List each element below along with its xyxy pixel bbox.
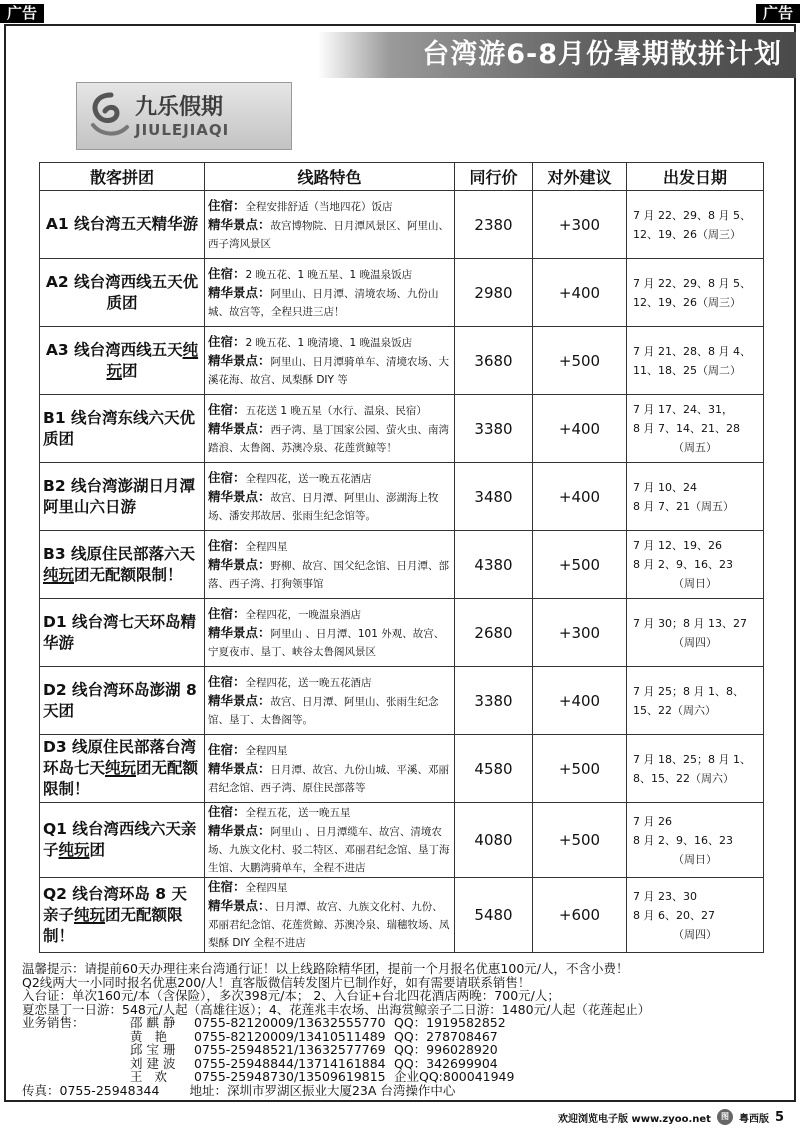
- trade-price: 3380: [455, 667, 533, 735]
- col-header-suggested: 对外建议: [533, 163, 627, 191]
- suggested-markup: +300: [533, 191, 627, 259]
- departure-dates: [627, 878, 764, 953]
- sales-row: [22, 1016, 514, 1030]
- stay-label: 住宿：: [208, 333, 246, 349]
- sales-contacts: [22, 1016, 514, 1084]
- weekday-note: （周日）: [673, 852, 717, 866]
- weekday-note: （周四）: [673, 927, 717, 941]
- sales-qq: 企业QQ:800041949: [394, 1069, 515, 1085]
- date-line: 7 月 10、24: [633, 480, 697, 494]
- route-features: [205, 463, 455, 531]
- route-features: [205, 327, 455, 395]
- suggested-markup: +500: [533, 803, 627, 878]
- route-name: [40, 395, 205, 463]
- sales-name: 黄 艳: [130, 1028, 171, 1044]
- address: 地址：深圳市罗湖区振业大厦23A 台湾操作中心: [189, 1083, 456, 1098]
- sales-name: 邵麒静: [130, 1015, 180, 1030]
- sights-label: 精华景点：: [208, 898, 265, 913]
- page-title: 台湾游6-8月份暑期散拼计划: [422, 39, 782, 70]
- route-name: [40, 667, 205, 735]
- trade-price: 3380: [455, 395, 533, 463]
- stay-text: 全程安排舒适（当地四花）饭店: [245, 200, 393, 213]
- departure-dates: [627, 463, 764, 531]
- suggested-markup: +500: [533, 327, 627, 395]
- date-line: 7 月 12、19、26: [633, 539, 722, 552]
- sights-text: 、日月潭、故宫、九族文化村、九份、邓丽君纪念馆、花莲赏鲸、苏澳冷泉、瑞穗牧场、凤梨酥 DIY 全程不进店: [208, 901, 450, 949]
- ad-label-left: 广告: [0, 4, 44, 23]
- sales-qq: QQ：996028920: [394, 1042, 498, 1058]
- suggested-markup: +500: [533, 735, 627, 803]
- sales-qq: QQ：278708467: [394, 1028, 498, 1044]
- sights-text: 日月潭、故宫、九份山城、平溪、邓丽君纪念馆、西子湾、原住民部落等: [208, 763, 450, 794]
- sights-text: 故宫、日月潭、阿里山、澎湖海上牧场、潘安邦故居、张雨生纪念馆等。: [208, 491, 439, 522]
- stay-text: 五花送 1 晚五星（水行、温泉、民宿）: [245, 404, 427, 417]
- table-row: [40, 878, 764, 953]
- date-line: 8 月 6、20、27: [633, 908, 715, 922]
- table-row: [40, 735, 764, 803]
- col-header-group: 散客拼团: [40, 163, 205, 191]
- stay-text: 2 晚五花、1 晚五星、1 晚温泉饭店: [245, 268, 413, 281]
- sights-label: 精华景点：: [208, 760, 271, 776]
- table-row: [40, 531, 764, 599]
- logo-name-cn: 九乐假期: [135, 95, 224, 120]
- table-row: [40, 803, 764, 878]
- route-features: [205, 259, 455, 327]
- route-features: [205, 735, 455, 803]
- sales-phone: 0755-82120009/13632555770: [194, 1015, 386, 1030]
- departure-dates: [627, 531, 764, 599]
- departure-dates: 7 月 18、25；8 月 1、8、15、22（周六）: [627, 735, 764, 803]
- table-row: [40, 395, 764, 463]
- sights-text: 阿里山、日月潭、清境农场、九份山城、故宫等，全程只进三店！: [208, 287, 439, 318]
- edition-mark-icon: 图: [717, 1109, 733, 1125]
- stay-label: 住宿：: [208, 469, 246, 485]
- ad-label-right: 广告: [756, 4, 800, 23]
- stay-text: 全程四花，送一晚五花酒店: [245, 676, 372, 689]
- suggested-markup: +400: [533, 463, 627, 531]
- sights-label: 精华景点：: [208, 488, 271, 504]
- sales-qq: QQ：342699904: [394, 1055, 498, 1071]
- stay-text: 全程四星: [245, 882, 288, 894]
- trade-price: 4380: [455, 531, 533, 599]
- note-line: Q2线两大一小同时报名优惠200/人！直客版微信转发图片已制作好，如有需要请联系销售！: [22, 974, 531, 990]
- route-name: [40, 878, 205, 953]
- stay-label: 住宿：: [208, 537, 246, 553]
- sales-phone: 0755-25948844/13714161884: [194, 1055, 386, 1071]
- note-line: 入台证：单次160元/本（含保险），多次398元/本； 2、入台证+台北四花酒店两晚：700元/人；: [22, 988, 560, 1004]
- sights-text: 阿里山 、日月潭缆车、故宫、清境农场、九族文化村、驳二特区、邓丽君纪念馆、垦丁海生馆、大鹏湾骑单车，全程不进店: [208, 826, 450, 874]
- departure-dates: [627, 803, 764, 878]
- suggested-markup: +300: [533, 599, 627, 667]
- date-line: 8 月 2、9、16、23: [633, 558, 733, 571]
- departure-dates: 7 月 22、29、8 月 5、12、19、26（周三）: [627, 191, 764, 259]
- title-banner: [318, 32, 796, 78]
- table-row: [40, 259, 764, 327]
- stay-label: 住宿：: [208, 804, 246, 819]
- page-footer: [558, 1109, 784, 1125]
- departure-dates: 7 月 25；8 月 1、8、15、22（周六）: [627, 667, 764, 735]
- sales-phone: 0755-25948521/13632577769: [194, 1042, 386, 1058]
- route-name: [40, 327, 205, 395]
- route-name-text: B1 线台湾东线六天优质团: [43, 408, 195, 448]
- route-name-text: A1 线台湾五天精华游: [45, 215, 199, 233]
- stay-label: 住宿：: [208, 741, 246, 757]
- suggested-markup: +500: [533, 531, 627, 599]
- table-row: [40, 327, 764, 395]
- date-line: 8 月 7、21（周五）: [633, 499, 734, 513]
- logo-name-en: JIULEJIAQI: [135, 121, 230, 139]
- col-header-features: 线路特色: [205, 163, 455, 191]
- sights-text: 阿里山、日月潭骑单车、清境农场、大溪花海、故宫、凤梨酥 DIY 等: [208, 355, 450, 386]
- route-name-text: Q1 线台湾西线六天亲子纯玩团: [43, 820, 197, 859]
- table-header-row: [40, 163, 764, 191]
- date-line: 8 月 7、14、21、28: [633, 422, 740, 435]
- sales-phone: 0755-82120009/13410511489: [194, 1028, 386, 1044]
- date-line: 8 月 2、9、16、23: [633, 833, 733, 847]
- sights-text: 故宫博物院、日月潭风景区、阿里山、西子湾风景区: [208, 219, 450, 250]
- sights-text: 阿里山 、日月潭、101 外观、故宫、宁夏夜市、垦丁、峡谷太鲁阁风景区: [208, 627, 445, 658]
- trade-price: 4580: [455, 735, 533, 803]
- fax-number: 传真：0755-25948344: [22, 1083, 160, 1098]
- departure-dates: 7 月 21、28、8 月 4、11、18、25（周二）: [627, 327, 764, 395]
- suggested-markup: +400: [533, 667, 627, 735]
- route-name-text: D3 线原住民部落台湾环岛七天纯玩团无配额限制！: [43, 738, 199, 798]
- sales-row: [22, 1030, 514, 1044]
- route-name-text: A2 线台湾西线五天优质团: [45, 272, 199, 312]
- footer-edition: 粤西版: [738, 1113, 769, 1125]
- route-features: [205, 667, 455, 735]
- table-row: [40, 599, 764, 667]
- suggested-markup: +400: [533, 395, 627, 463]
- page-number: 5: [774, 1109, 784, 1125]
- sales-row: [22, 1043, 514, 1057]
- route-features: [205, 531, 455, 599]
- weekday-note: （周四）: [673, 635, 717, 649]
- weekday-note: （周日）: [673, 577, 717, 590]
- footer-website: 欢迎浏览电子版 www.zyoo.net: [558, 1113, 711, 1125]
- stay-label: 住宿：: [208, 605, 246, 621]
- sales-row: [22, 1070, 514, 1084]
- route-name-text: B3 线原住民部落六天纯玩团无配额限制！: [43, 544, 195, 584]
- route-features: [205, 878, 455, 953]
- sights-label: 精华景点：: [208, 692, 271, 708]
- date-line: 7 月 17、24、31，: [633, 403, 733, 416]
- stay-label: 住宿：: [208, 879, 246, 894]
- stay-text: 全程四星: [245, 540, 288, 553]
- logo: [76, 82, 292, 150]
- sights-label: 精华景点：: [208, 216, 271, 232]
- col-header-trade-price: 同行价: [455, 163, 533, 191]
- sales-qq: QQ：1919582852: [394, 1015, 506, 1030]
- suggested-markup: +400: [533, 259, 627, 327]
- sales-name: 邱宝珊: [130, 1042, 180, 1058]
- stay-text: 2 晚五花、1 晚清境、1 晚温泉饭店: [245, 336, 413, 349]
- date-line: 7 月 26: [633, 814, 672, 828]
- route-name: [40, 259, 205, 327]
- contact-footer: [22, 1084, 485, 1098]
- route-name: [40, 531, 205, 599]
- sights-label: 精华景点：: [208, 556, 271, 572]
- route-name-text: B2 线台湾澎湖日月潭阿里山六日游: [43, 476, 195, 516]
- sights-label: 精华景点：: [208, 352, 271, 368]
- date-line: 7 月 23、30: [633, 889, 697, 903]
- stay-label: 住宿：: [208, 197, 246, 213]
- date-line: 7 月 30；8 月 13、27: [633, 616, 747, 630]
- stay-text: 全程四花，送一晚五花酒店: [245, 472, 372, 485]
- tour-table: [39, 162, 764, 953]
- route-name: [40, 191, 205, 259]
- route-name: [40, 803, 205, 878]
- stay-text: 全程五花，送一晚五星: [245, 807, 351, 819]
- note-line: 温馨提示：请提前60天办理往来台湾通行证！以上线路除精华团，提前一个月报名优惠100元/人，不含小费！: [22, 961, 629, 976]
- trade-price: 2380: [455, 191, 533, 259]
- sales-row: [22, 1057, 514, 1071]
- suggested-markup: +600: [533, 878, 627, 953]
- sights-label: 精华景点：: [208, 624, 271, 640]
- route-features: [205, 191, 455, 259]
- route-name: [40, 599, 205, 667]
- sales-name: 王 欢: [130, 1069, 171, 1085]
- stay-label: 住宿：: [208, 401, 246, 417]
- trade-price: 3480: [455, 463, 533, 531]
- col-header-departure: 出发日期: [627, 163, 764, 191]
- sights-label: 精华景点：: [208, 823, 271, 838]
- route-features: [205, 395, 455, 463]
- trade-price: 2980: [455, 259, 533, 327]
- logo-swirl-icon: [87, 91, 131, 141]
- route-name: [40, 463, 205, 531]
- stay-label: 住宿：: [208, 265, 246, 281]
- weekday-note: （周五）: [673, 441, 717, 454]
- trade-price: 2680: [455, 599, 533, 667]
- stay-label: 住宿：: [208, 673, 246, 689]
- sights-label: 精华景点：: [208, 420, 271, 436]
- route-name-text: D1 线台湾七天环岛精华游: [43, 612, 197, 652]
- sights-text: 野柳、故宫、国父纪念馆、日月潭、部落、西子湾、打狗领事馆: [208, 559, 450, 590]
- sales-name: 刘建波: [130, 1055, 180, 1071]
- route-name-text: Q2 线台湾环岛 8 天亲子纯玩团无配额限制！: [43, 884, 187, 945]
- sights-text: 故宫、日月潭、阿里山、张雨生纪念馆、垦丁、太鲁阁等。: [208, 695, 439, 726]
- trade-price: 3680: [455, 327, 533, 395]
- table-row: [40, 191, 764, 259]
- departure-dates: 7 月 22、29、8 月 5、12、19、26（周三）: [627, 259, 764, 327]
- trade-price: 4080: [455, 803, 533, 878]
- trade-price: 5480: [455, 878, 533, 953]
- stay-text: 全程四花，一晚温泉酒店: [245, 608, 362, 621]
- route-features: [205, 803, 455, 878]
- note-line: 夏恋垦丁一日游：548元/人起（高雄往返）；4、花莲兆丰农场、出海赏鲸亲子二日游：1480元/人起（花莲起止）: [22, 1001, 651, 1017]
- sales-label: 业务销售：: [22, 1015, 85, 1030]
- route-name-text: A3 线台湾西线五天纯玩团: [45, 340, 199, 380]
- sights-text: 西子湾、垦丁国家公园、萤火虫、南湾踏浪、太鲁阁、苏澳冷泉、花莲赏鲸等！: [208, 423, 450, 454]
- table-row: [40, 463, 764, 531]
- sights-label: 精华景点：: [208, 284, 271, 300]
- table-row: [40, 667, 764, 735]
- route-name: [40, 735, 205, 803]
- departure-dates: [627, 599, 764, 667]
- departure-dates: [627, 395, 764, 463]
- stay-text: 全程四星: [245, 744, 288, 757]
- route-features: [205, 599, 455, 667]
- route-name-text: D2 线台湾环岛澎湖 8 天团: [43, 680, 197, 720]
- sales-phone: 0755-25948730/13509619815: [194, 1069, 386, 1085]
- notes-block: [22, 962, 782, 1016]
